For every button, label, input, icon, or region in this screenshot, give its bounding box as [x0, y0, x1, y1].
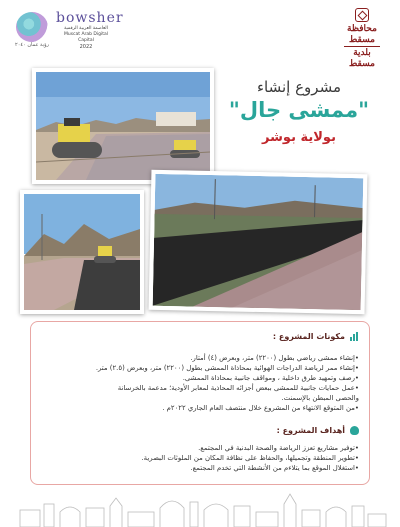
goals-heading: أهداف المشروع : [276, 426, 345, 435]
components-item-1: •إنشاء ممشى رياضي بطول (٢٢٠٠) متر، وبعرض (٤) أمتار. [190, 354, 359, 362]
digital-capital-sub-en: Muscat Arab Digital Capital [63, 32, 109, 43]
components-item-5: والحصى المبطن بالإسمنت. [281, 394, 359, 402]
bar-chart-icon [350, 332, 359, 341]
photo-rollers-image [36, 72, 210, 180]
title-line-1: مشروع إنشاء [256, 78, 341, 96]
city-skyline-icon [0, 488, 400, 527]
project-photo-paving [20, 190, 144, 314]
goals-item-1: •توفير مشاريع تعزز الرياضة والصحة البدنية في المجتمع. [198, 444, 359, 452]
components-item-6: •من المتوقع الانتهاء من المشروع خلال منتصف العام الجاري ٢٠٢٢م . [162, 404, 359, 412]
digital-capital-year: 2022 [79, 44, 93, 50]
goals-item-2: •تطوير المنطقة وتجميلها، والحفاظ على نظافة المكان من الملوثات البصرية. [141, 454, 359, 462]
goals-item-3: •استغلال الموقع بما يتلاءم من الأنشطة التي تخدم المجتمع. [190, 464, 359, 472]
components-item-3: •رصف وتمهيد طرق داخلية ، ومواقف جانبية بمحاذاة الممشى. [182, 374, 359, 382]
project-info-card [30, 321, 370, 485]
components-item-4: •عمل حمايات جانبية للممشى ببعض أجزائه المحاذية لمعابر الأودية؛ مدعمة بالخرسانة [117, 384, 359, 392]
project-title [214, 72, 384, 162]
governorate-name: محافظة مسقط [347, 24, 377, 45]
municipality-name: بلدية مسقط [344, 46, 380, 70]
governorate-logo [334, 8, 390, 69]
paving-scene-icon [24, 194, 140, 310]
header [0, 0, 400, 69]
photo-paving-image [24, 194, 140, 310]
rollers-scene-icon [36, 72, 210, 180]
components-item-2: •إنشاء ممر لرياضة الدراجات الهوائية بمحاذاة الممشى بطول (٢٢٠٠) متر، وبعرض (٢.٥) متر. [95, 364, 359, 372]
title-line-2: "ممشى جال" [228, 98, 370, 122]
project-photo-rollers [32, 68, 214, 184]
photo-walkway-image [153, 174, 364, 310]
oman-vision-logo [12, 12, 52, 52]
vision-logo-icon [16, 12, 48, 42]
digital-capital-sub-ar: العاصمة العربية الرقمية [64, 26, 108, 31]
emblem-icon [355, 8, 369, 22]
digital-capital-logo [56, 10, 124, 62]
components-heading: مكونات المشروع : [272, 332, 345, 341]
vision-logo-text: رؤية عمان ٢٠٤٠ [15, 42, 49, 48]
title-line-3: بولاية بوشر [262, 130, 336, 145]
digital-capital-wordmark: bowsher [56, 10, 124, 26]
project-photo-walkway [149, 170, 368, 314]
lightbulb-icon [350, 426, 359, 435]
walkway-scene-icon [153, 174, 364, 310]
